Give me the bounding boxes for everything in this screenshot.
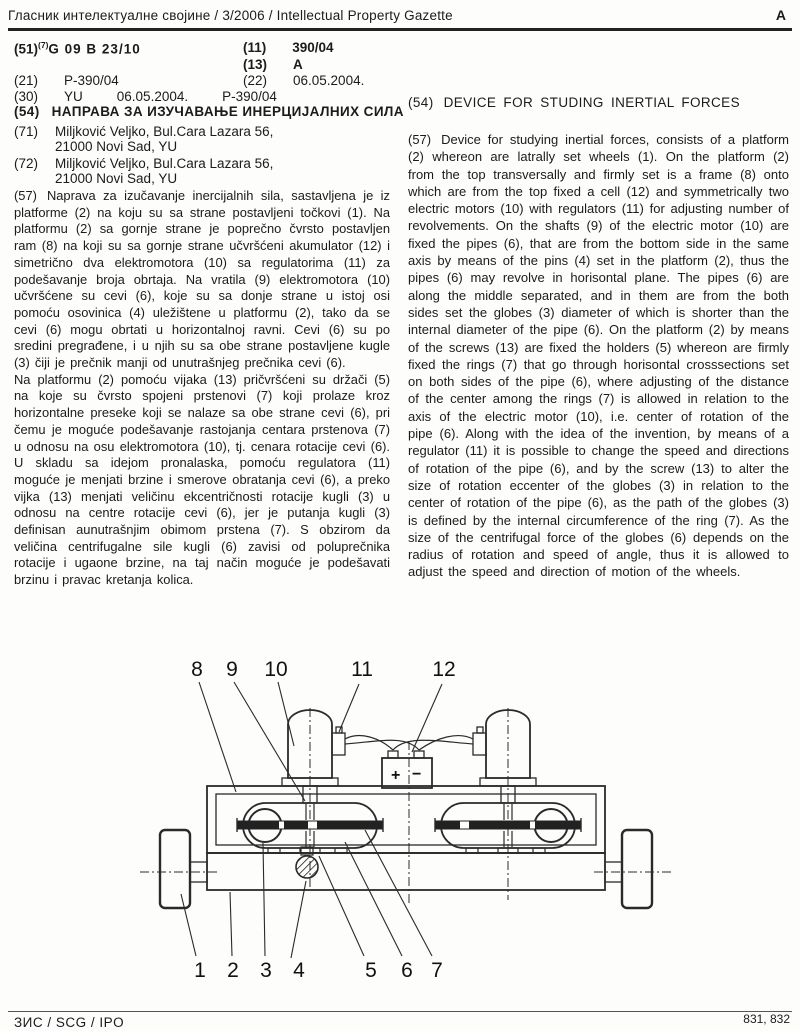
priority-date: 06.05.2004. bbox=[116, 89, 189, 104]
fig-label-6: 6 bbox=[401, 959, 413, 982]
header-rule bbox=[8, 28, 792, 31]
inid-57-label-en: (57) bbox=[408, 132, 432, 147]
frame-outer bbox=[207, 786, 605, 853]
section-letter: A bbox=[775, 7, 786, 23]
battery-plus-sign: + bbox=[391, 767, 401, 784]
fig-label-10: 10 bbox=[264, 658, 288, 681]
page-header bbox=[8, 7, 792, 23]
ipc-edition-sup: (7) bbox=[38, 40, 49, 50]
fig-label-12: 12 bbox=[432, 658, 456, 681]
ipc-class: G 09 B 23/10 bbox=[48, 41, 141, 57]
device-drawing bbox=[60, 646, 750, 994]
priority-country: YU bbox=[64, 89, 83, 104]
fig-label-8: 8 bbox=[191, 658, 203, 681]
battery-terminal-left bbox=[388, 751, 398, 758]
platform bbox=[207, 853, 605, 890]
invention-title-sr: НАПРАВА ЗА ИЗУЧАВАЊЕ ИНЕРЦИЈАЛНИХ СИЛА bbox=[51, 104, 404, 119]
fig-label-7: 7 bbox=[431, 959, 443, 982]
regulator-left bbox=[332, 733, 345, 755]
gazette-title: Гласник интелектуалне својине / 3/2006 / Intellectual Property Gazette bbox=[8, 8, 453, 23]
fig-label-1: 1 bbox=[194, 959, 206, 982]
inid-11: (11) 390/04 bbox=[243, 40, 334, 55]
fig-label-11: 11 bbox=[351, 658, 373, 681]
battery bbox=[382, 758, 432, 788]
wheel-right bbox=[622, 830, 652, 908]
inid-72-inventor: (72) Miljković Veljko, Bul.Cara Lazara 56, 21000 Novi Sad, YU bbox=[14, 156, 274, 186]
inid-54-en: (54) DEVICE FOR STUDING INERTIAL FORCES bbox=[408, 95, 740, 110]
inid-30: (30) YU 06.05.2004. P-390/04 bbox=[14, 89, 277, 104]
fig-label-5: 5 bbox=[365, 959, 377, 982]
pin-screw bbox=[296, 856, 318, 878]
inid-22: (22) 06.05.2004. bbox=[243, 73, 365, 88]
abstract-serbian bbox=[14, 188, 390, 589]
inid-57-label: (57) bbox=[14, 188, 37, 203]
regulator-right-knob bbox=[477, 727, 483, 733]
footer-rule bbox=[8, 1011, 792, 1012]
priority-number: P-390/04 bbox=[222, 89, 277, 104]
fig-label-2: 2 bbox=[227, 959, 239, 982]
battery-minus-sign: − bbox=[412, 766, 422, 783]
inid-21: (21) P-390/04 bbox=[14, 73, 119, 88]
document-kind: A bbox=[293, 57, 303, 72]
application-number: P-390/04 bbox=[64, 73, 119, 88]
fig-label-9: 9 bbox=[226, 658, 238, 681]
leader-lines bbox=[181, 682, 442, 958]
inid-71-applicant: (71) Miljković Veljko, Bul.Cara Lazara 56, 21000 Novi Sad, YU bbox=[14, 124, 274, 154]
filing-date: 06.05.2004. bbox=[293, 73, 365, 88]
footer-office: ЗИС / SCG / IPO bbox=[14, 1015, 125, 1030]
abstract-sr-para1: Naprava za izučavanje inercijalnih sila, sastavljena je iz platforme (2) na koju su sa strane postavljeni točkovi (1). Na platformu (2) sa gornje strane je poprečno čvrsto postavljen ram (8) na koji su sa gornje strane učvršćeni akumulator (12) i simetrično dva elektromotora (10) sa regulatorima (11) za podešavanje broja obrtaja. Na vratila (9) elektromotora (10) učvršćene su cevi (6), koje su sa donje strane u istoj osi pomoću osovinica (4) uležištene u platformu (2), tako da se cevi (6) mogu obrtati u horizontalnoj ravni. Cevi (6) su po sredini pregrađene, i u njih su sa obe strane postavljene kugle (3) čiji je prečnik manji od unutrašnjeg prečnika cevi (6). bbox=[14, 188, 390, 371]
invention-title-en: DEVICE FOR STUDING INERTIAL FORCES bbox=[443, 95, 740, 110]
axis-lines bbox=[140, 708, 672, 904]
fig-label-3: 3 bbox=[260, 959, 272, 982]
inid-54-sr: (54) НАПРАВА ЗА ИЗУЧАВАЊЕ ИНЕРЦИЈАЛНИХ СИЛА bbox=[14, 104, 404, 119]
inid-51: $(51)^{(7)}G$ 09 B 23/10 bbox=[14, 40, 141, 57]
publication-number: 390/04 bbox=[292, 40, 334, 55]
inid-13: (13) A bbox=[243, 57, 303, 72]
abstract-english bbox=[408, 131, 789, 581]
wheel-left bbox=[160, 830, 190, 908]
abstract-en-text: Device for studying inertial forces, consists of a platform (2) whereon are latrally set wheels (1). On the platform (2) from the top transversally and firmly set is a frame (8) onto which are from the top fixed a cell (12) and symmetrically two electric motors (10) with regulators (11) for adjusting number of revolvements. On the shafts (9) of the electric motor (10) are fixed the pipes (6), that are from the bottom side in the same axis by means of the pins (4) set in the platform (2), thus the pipes (6) may revolve in horisontal plane. The pipes (6) are along the middle separated, and in them are from the both sides set the globes (3) diameter of which is shorter than the internal diameter of the pipe (6). On the platform (2) by means of the screws (13) are fixed the holders (5) whereon are firmly fixed the rings (7) that go through horisontal crosssections set on both sides of the pipe (6), where adjusting of the distance of the center among the rings (7) is allowed in relation to the axis of the electric motor (10), i.e. center of rotation of the pipe (6). Along with the idea of the invention, by means of a regulator (11) it is possible to change the speed and directions of rotation of the pipe (6), and by the screw (13) to alter the size of rotation eccenter of the globes (3) in relation to the center of rotation of the pipe (6), as the path of the globes (3) is defined by the internal circumference of the ring (7). As the size of the centrifugal force of the globes (6) depends on the radius of rotation and speed of angle, thus it is allowed to adjust the speed and direction of motion of the wheels. bbox=[408, 132, 789, 580]
inventor-address: Miljković Veljko, Bul.Cara Lazara 56, 21000 Novi Sad, YU bbox=[55, 156, 274, 186]
applicant-address: Miljković Veljko, Bul.Cara Lazara 56, 21000 Novi Sad, YU bbox=[55, 124, 274, 154]
page-numbers: 831, 832 bbox=[743, 1012, 790, 1026]
patent-figure bbox=[60, 646, 750, 994]
regulator-right bbox=[473, 733, 486, 755]
fig-label-4: 4 bbox=[293, 959, 305, 982]
abstract-sr-para2: Na platformu (2) pomoću vijaka (13) pričvršćeni su držači (5) na koje su čvrsto spojeni prstenovi (7) koji prolaze kroz horizontalne preseke koji se nalaze sa obe strane cevi (6), pri čemu je moguće podešavanje rastojanja centara prstenova (7) u odnosu na osu elektromotora (10), tj. cenara rotacije cevi (6). U skladu sa idejom pronalaska, pomoću regulatora (11) moguće je menjati brzine i smerove obratanja cevi (6), a preko vijka (13) menjati veličinu ekcentričnosti rotacije kugli (3) u odnosu na centre rotacije cevi (6), jer je putanja kugli (3) definisan aunutrašnjim obimom prstena (7). S obzirom da veličina centrifugalne sile kugli (6) zavisi od poluprečnika rotacije i ugaone brzine, na taj način moguće je podešavati brzinu i pravac kretanja kolica. bbox=[14, 371, 390, 588]
battery-terminal-right bbox=[414, 751, 424, 758]
